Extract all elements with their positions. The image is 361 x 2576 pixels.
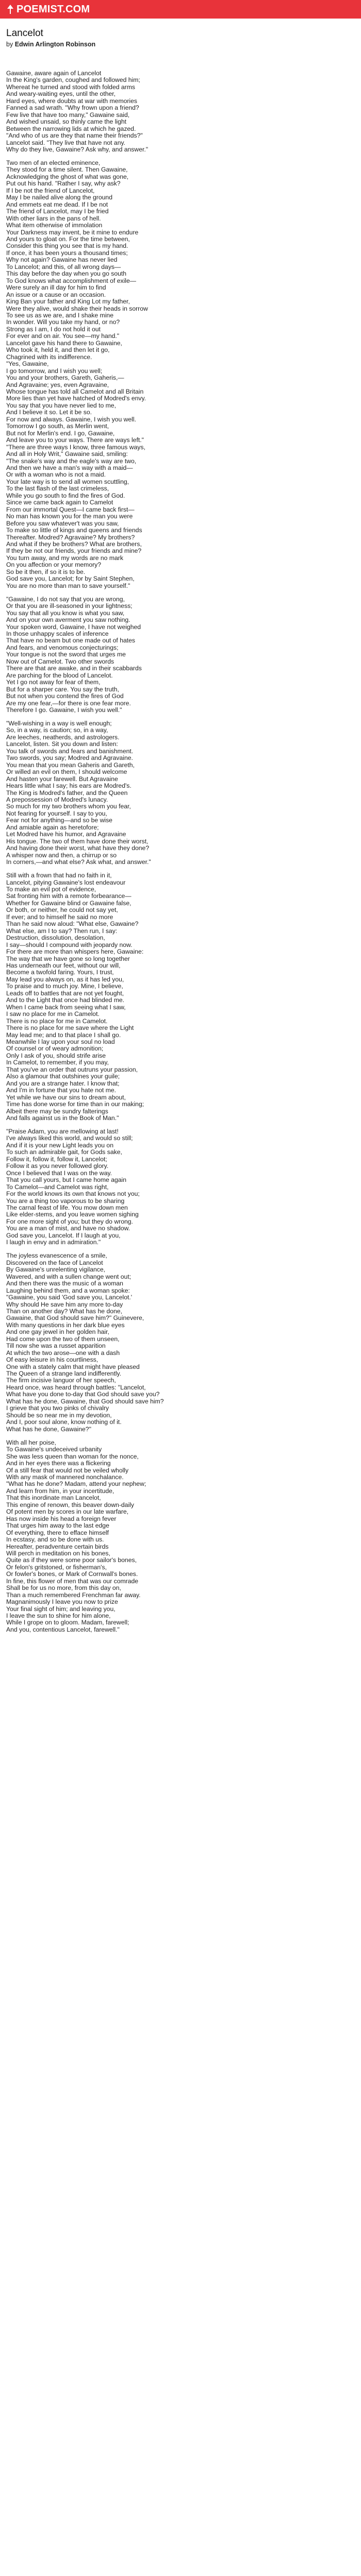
- poem-line: The Queen of a strange land indifferently.: [6, 1370, 122, 1378]
- poem-line: And all in Holy Writ," Gawaine said, smiling:: [6, 450, 128, 458]
- poem-line: Acknowledging the ghost of what was gone,: [6, 173, 129, 180]
- site-logo[interactable]: [7, 4, 90, 15]
- poem-line: And then we have a man's way with a maid—: [6, 464, 133, 471]
- poem-line: Shall be for us no more, from this day on,: [6, 1584, 121, 1592]
- poem-line: Whether for Gawaine blind or Gawaine false,: [6, 899, 132, 907]
- poem-stanza: [6, 70, 326, 153]
- poem-line: Not fearing for yourself. I say to you,: [6, 809, 107, 817]
- poem-line: You talk of swords and fears and banishment.: [6, 747, 134, 755]
- poem-line: So be it then, if so it is to be.: [6, 568, 86, 575]
- poem-line: Why not again? Gawaine has never lied: [6, 256, 118, 264]
- poem-line: Or willed an evil on them, I should welcome: [6, 768, 127, 776]
- poem-line: What have you done to-day that God should save you?: [6, 1391, 160, 1398]
- poem-line: You are a man of mist, and have no shadow.: [6, 1225, 130, 1232]
- poem-line: And if it is your new Light leads you on: [6, 1141, 113, 1149]
- poem-line: To Gawaine's undeceived urbanity: [6, 1446, 102, 1453]
- poem-line: Why do they live, Gawaine? Ask why, and answer.": [6, 145, 149, 153]
- poem-line: "What has he done? Madam, attend your nephew;: [6, 1480, 146, 1488]
- poem-title: Lancelot: [6, 28, 43, 39]
- poem-line: To make an evil pot of evidence,: [6, 886, 96, 893]
- poem-line: Or both, or neither, he could not say yet,: [6, 906, 118, 914]
- poem-line: You turn away, and my words are no mark: [6, 554, 123, 562]
- poem-line: And leave you to your ways. There are ways left.": [6, 436, 144, 444]
- poem-line: To Lancelot; and this, of all wrong days—: [6, 263, 121, 270]
- poem-line: And wished unsaid, so thinly came the light: [6, 118, 127, 126]
- poem-line: "Yes, Gawaine,: [6, 360, 49, 368]
- poem-line: Are my one fear,—for there is one fear more.: [6, 699, 131, 707]
- poem-line: Chagrined with its indifference.: [6, 353, 92, 361]
- poem-stanza: [6, 872, 326, 1122]
- poem-line: To such an admirable gait, for Gods sake,: [6, 1148, 122, 1156]
- poem-line: No man has known you for the man you were: [6, 513, 133, 520]
- poem-body: [6, 70, 326, 1633]
- poem-line: And amiable again as heretofore;: [6, 823, 99, 831]
- poem-line: And you are a strange hater. I know that;: [6, 1079, 120, 1087]
- poem-line: But for a sharper care. You say the truth,: [6, 685, 119, 693]
- poem-line: In corners,—and what else? Ask what, and answer.": [6, 858, 151, 866]
- poem-line: In the King's garden, coughed and followed him;: [6, 76, 140, 84]
- poem-stanza: [6, 720, 326, 866]
- poem-line: The friend of Lancelot, may I be fried: [6, 208, 109, 215]
- poem-line: Thereafter. Modred? Agravaine? My brothers?: [6, 533, 135, 541]
- poem-line: Therefore I go. Gawaine, I wish you well.": [6, 706, 122, 714]
- poem-line: Yet I go not away for fear of them,: [6, 679, 101, 686]
- poem-line: Destruction, dissolution, desolation,: [6, 934, 105, 942]
- poem-line: I've always liked this world, and would so still;: [6, 1134, 133, 1142]
- poem-line: But not for Merlin's end. I go, Gawaine,: [6, 429, 115, 437]
- poem-line: Between the narrowing lids at which he gazed.: [6, 125, 136, 132]
- poem-line: For ever and on air. You see—my hand.": [6, 332, 120, 340]
- poem-line: Of potent men by scores in our late warfare,: [6, 1508, 129, 1516]
- poem-line: "There are three ways I know, three famous ways,: [6, 443, 145, 451]
- poem-line: With all her poise,: [6, 1438, 56, 1446]
- poem-line: Yet while we have our sins to dream about,: [6, 1093, 126, 1101]
- poem-line: In Camelot, to remember, if you may,: [6, 1059, 109, 1066]
- poem-line: Than on another day? What has he done,: [6, 1307, 122, 1315]
- poem-line: To make so little of kings and queens and friends: [6, 527, 142, 534]
- poem-line: "Gawaine, I do not say that you are wrong,: [6, 595, 125, 603]
- poem-line: Whose tongue has told all Camelot and all Britain: [6, 387, 144, 395]
- poem-line: You say that you have never lied to me,: [6, 401, 116, 409]
- poem-line: One with a stately calm that might have pleased: [6, 1363, 140, 1370]
- poem-stanza: [6, 1252, 326, 1433]
- poem-line: With many questions in her dark blue eyes: [6, 1321, 125, 1329]
- poem-line: And I'm in fortune that you hate not me.: [6, 1087, 117, 1094]
- poem-line: That have no beam but one made out of hates: [6, 637, 136, 645]
- poem-line: Only I ask of you, should strife arise: [6, 1052, 106, 1059]
- poem-line: Or fowler's bones, or Mark of Cornwall's bones.: [6, 1570, 138, 1578]
- poem-line: Also a glamour that outshines your guile;: [6, 1073, 120, 1080]
- poem-line: The carnal feast of life. You mow down men: [6, 1204, 128, 1212]
- poem-line: When I came back from seeing what I saw,: [6, 1003, 126, 1011]
- poem-line: In wonder. Will you take my hand, or no?: [6, 318, 120, 326]
- poem-line: By Gawaine's unrelenting vigilance,: [6, 1266, 106, 1274]
- poem-line: You say that all you know is what you saw,: [6, 609, 125, 617]
- poem-line: In those unhappy scales of inference: [6, 630, 109, 637]
- poem-line: And I believe it so. Let it be so.: [6, 409, 92, 416]
- poem-line: What else, am I to say? Then run, I say:: [6, 927, 118, 935]
- poem-line: And what if they be brothers? What are brothers,: [6, 540, 142, 548]
- poem-line: Now out of Camelot. Two other swords: [6, 657, 114, 665]
- poem-line: Like elder-stems, and you leave women sighing: [6, 1211, 139, 1218]
- poem-line: To praise and to much joy. Mine, I believe,: [6, 982, 123, 990]
- quill-icon: [7, 5, 13, 14]
- poem-line: Put out his hand. "Rather I say, why ask?: [6, 180, 121, 188]
- poem-line: If they be not our friends, your friends and mine?: [6, 547, 142, 555]
- poem-line: And hasten your farewell. But Agravaine: [6, 775, 118, 783]
- poem-line: Few live that have too many," Gawaine said,: [6, 111, 130, 118]
- poem-line: This day before the day when you go south: [6, 270, 127, 278]
- poem-line: I saw no place for me in Camelot.: [6, 1010, 100, 1018]
- poem-line: That urges him away to the last edge: [6, 1522, 109, 1530]
- poem-line: Laughing behind them, and a woman spoke:: [6, 1286, 130, 1294]
- poem-line: Hereafter, peradventure certain birds: [6, 1543, 109, 1550]
- poem-line: What item otherwise of immolation: [6, 222, 103, 229]
- poem-line: To Camelot—and Camelot was right,: [6, 1183, 109, 1191]
- poem-line: For now and always. Gawaine, I wish you well.: [6, 415, 136, 423]
- poem-line: Has now inside his head a foreign fever: [6, 1515, 117, 1522]
- poem-line: From our immortal Quest—I came back first—: [6, 505, 135, 513]
- poem-line: Till now she was a russet apparition: [6, 1342, 106, 1350]
- poem-line: And you, contentious Lancelot, farewell.": [6, 1625, 120, 1633]
- poem-line: Become a twofold faring. Yours, I trust,: [6, 969, 114, 976]
- poem-line: I laugh in envy and in admiration.": [6, 1239, 101, 1246]
- poem-line: Your Darkness may invent, be it mine to endure: [6, 228, 139, 236]
- poem-line: The way that we have gone so long together: [6, 955, 130, 962]
- poem-line: Are leeches, neatherds, and astrologers.: [6, 733, 120, 741]
- poem-stanza: [6, 596, 326, 714]
- poem-byline: [6, 40, 326, 48]
- poem-line: If once, it has been yours a thousand times;: [6, 249, 128, 257]
- poem-line: A whisper now and then, a chirrup or so: [6, 851, 117, 859]
- poem-line: I leave the sun to shine for him alone,: [6, 1612, 111, 1620]
- poem-line: And emmets eat me dead. If I be not: [6, 200, 108, 208]
- poem-line: And Agravaine; yes, even Agravaine,: [6, 381, 109, 388]
- poem-line: Two men of an elected eminence,: [6, 159, 101, 167]
- poem-line: While you go south to find the fires of God.: [6, 492, 125, 499]
- poem-line: Lancelot said. "They live that have not any.: [6, 139, 126, 146]
- poem-line: Tomorrow I go south, as Merlin went,: [6, 422, 109, 430]
- poem-line: Strong as I am, I do not hold it out: [6, 325, 101, 333]
- poem-line: And fears, and venomous conjecturings;: [6, 643, 119, 651]
- poem-line: More lies than yet have hatched of Modred's envy.: [6, 395, 146, 402]
- poem-line: May lead you always on, as it has led you,: [6, 975, 124, 983]
- poem-line: Than a much remembered Frenchman far away.: [6, 1591, 141, 1599]
- poem-line: At which the two arose—one with a dash: [6, 1349, 120, 1357]
- poem-line: Hears little what I say; his ears are Modred's.: [6, 782, 132, 790]
- poem-line: Will perch in meditation on his bones,: [6, 1549, 110, 1557]
- poem-line: To see us as we are, and I shake mine: [6, 312, 113, 319]
- poem-line: And in her eyes there was a flickering: [6, 1460, 111, 1467]
- poem-line: She was less queen than woman for the nonce,: [6, 1452, 139, 1460]
- poem-line: With any mask of mannered nonchalance.: [6, 1473, 124, 1481]
- poem-line: The King is Modred's father, and the Queen: [6, 789, 128, 796]
- poem-line: Were surely an ill day for him to find: [6, 284, 106, 292]
- poem-line: Of a still fear that would not be veiled wholly: [6, 1466, 129, 1474]
- poem-line: Follow it as you never followed glory.: [6, 1162, 109, 1170]
- poem-line: And to the Light that once had blinded me.: [6, 996, 125, 1004]
- poem-line: Whereat he turned and stood with folded arms: [6, 83, 135, 91]
- poem-line: While I grope on to gloom. Madam, farewell;: [6, 1619, 129, 1626]
- poem-line: If I be not the friend of Lancelot,: [6, 187, 95, 194]
- poem-line: I say—should I compound with jeopardy now.: [6, 941, 133, 948]
- poem-line: Leads off to battles that are not yet fought,: [6, 989, 124, 997]
- poem-line: May lead me; and to that place I shall go.: [6, 1031, 121, 1039]
- poem-line: Gawaine, aware again of Lancelot: [6, 70, 102, 77]
- poem-line: Your tongue is not the sword that urges me: [6, 651, 126, 658]
- poem-line: I go tomorrow, and I wish you well;: [6, 367, 103, 375]
- poem-line: And then there was the music of a woman: [6, 1280, 123, 1287]
- poem-line: With other liars in the pans of hell.: [6, 214, 101, 222]
- poem-line: A prepossession of Modred's lunacy.: [6, 796, 108, 803]
- poem-line: "Praise Adam, you are mellowing at last!: [6, 1128, 119, 1136]
- poem-article: [6, 28, 326, 1640]
- poem-line: For there are more than whispers here, Gawaine:: [6, 948, 144, 956]
- poem-line: "Gawaine, you said 'God save you, Lancelot.': [6, 1294, 133, 1301]
- poem-line: Still with a frown that had no faith in it,: [6, 872, 112, 879]
- poem-line: That this inordinate man Lancelot,: [6, 1494, 101, 1502]
- poem-line: I grieve that you two pinks of chivalry: [6, 1404, 109, 1412]
- poem-line: That you call yours, but I came home again: [6, 1176, 127, 1184]
- poem-line: May I be nailed alive along the ground: [6, 194, 112, 201]
- poem-line: Your spoken word, Gawaine, I have not weighed: [6, 623, 141, 631]
- poem-line: There are that are awake, and in their scabbards: [6, 665, 142, 672]
- poem-line: For one more sight of you; but they do wrong.: [6, 1217, 133, 1225]
- poem-line: Were they alive, would shake their heads in sorrow: [6, 304, 148, 312]
- poem-line: For the world knows its own that knows not you;: [6, 1190, 140, 1198]
- poem-line: To the last flash of the last crimeless,: [6, 485, 109, 493]
- poem-line: Of easy leisure in his courtliness,: [6, 1356, 99, 1364]
- poem-line: Hard eyes, where doubts at war with memories: [6, 97, 138, 105]
- poem-line: Gawaine, that God should save him?" Guinevere,: [6, 1314, 144, 1322]
- poem-line: Than he said now aloud: "What else, Gawaine?: [6, 920, 139, 928]
- poem-line: Before you saw whatever't was you saw,: [6, 519, 119, 527]
- poem-line: King Ban your father and King Lot my father,: [6, 298, 130, 306]
- poem-line: Are parching for the blood of Lancelot.: [6, 671, 113, 679]
- poem-line: They stood for a time silent. Then Gawaine,: [6, 166, 128, 174]
- poem-line: Who took it, held it, and then let it go,: [6, 346, 110, 354]
- poem-line: Fanned a sad wrath. "Why frown upon a friend?: [6, 104, 139, 112]
- poem-line: God save you, Lancelot; for by Saint Stephen,: [6, 575, 135, 583]
- poem-line: And having done their worst, what have they done?: [6, 844, 150, 852]
- poem-stanza: [6, 160, 326, 589]
- poem-line: Quite as if they were some poor sailor's bones,: [6, 1556, 137, 1564]
- poem-line: Heard once, was heard through battles: "Lancelot,: [6, 1383, 146, 1391]
- poem-line: "And who of us are they that name their friends?": [6, 132, 143, 140]
- poem-line: What has he done, Gawaine, that God should save him?: [6, 1397, 164, 1405]
- poem-line: The joyless evanescence of a smile,: [6, 1252, 107, 1260]
- poem-line: There is no place for me save where the Light: [6, 1024, 134, 1032]
- poem-line: Once I believed that I was on the way.: [6, 1169, 112, 1177]
- site-name: POEMIST.COM: [17, 3, 90, 15]
- poem-line: There is no place for me in Camelot.: [6, 1017, 108, 1025]
- poem-line: Meanwhile I lay upon your soul no load: [6, 1038, 115, 1045]
- poem-line: Or felon's gritstoned, or fisherman's,: [6, 1563, 107, 1571]
- poem-line: "The snake's way and the eagle's way are two,: [6, 457, 137, 465]
- poem-line: Magnanimously I leave you now to prize: [6, 1598, 118, 1606]
- poem-line: Of everything, there to efface himself: [6, 1529, 109, 1536]
- poem-line: An issue or a cause or an occasion.: [6, 291, 106, 298]
- poem-line: Discovered on the face of Lancelot: [6, 1259, 103, 1266]
- poem-line: Lancelot gave his hand there to Gawaine,: [6, 339, 122, 347]
- poem-line: Albeit there may be sundry falterings: [6, 1107, 108, 1115]
- poem-line: Your late way is to send all women scuttling,: [6, 478, 129, 485]
- poem-line: "Well-wishing in a way is well enough;: [6, 720, 112, 727]
- poem-line: Sat fronting him with a remote forbearance—: [6, 892, 132, 900]
- poem-line: Follow it, follow it, follow it, Lancelot;: [6, 1155, 107, 1163]
- poem-line: And learn from him, in your incertitude,: [6, 1487, 114, 1495]
- poem-line: Or with a woman who is not a maid.: [6, 471, 106, 479]
- poem-line: But not when you contend the fires of God: [6, 692, 124, 700]
- top-bar: [0, 0, 361, 19]
- poem-line: His tongue. The two of them have done their worst,: [6, 837, 149, 845]
- poem-line: In ecstasy, and so be done with us.: [6, 1536, 104, 1544]
- author-name[interactable]: Edwin Arlington Robinson: [14, 41, 96, 48]
- poem-stanza: [6, 1128, 326, 1246]
- poem-line: Why should He save him any more to-day: [6, 1300, 123, 1308]
- poem-line: Lancelot, pitying Gawaine's lost endeavour: [6, 878, 126, 886]
- poem-line: In fine, this flower of men that was our comrade: [6, 1577, 139, 1585]
- poem-line: Consider this thing you see that is my hand.: [6, 242, 128, 250]
- poem-line: And weary-waiting eyes, until the other,: [6, 90, 116, 98]
- poem-line: Since we came back again to Camelot: [6, 499, 113, 506]
- poem-line: Fear not for anything—and so be wise: [6, 817, 112, 824]
- poem-line: And on your own averment you saw nothing.: [6, 616, 130, 624]
- poem-line: That you've an order that outruns your passion,: [6, 1065, 138, 1073]
- poem-line: Wavered, and with a sullen change went out;: [6, 1273, 132, 1280]
- poem-line: Should be so near me in my devotion,: [6, 1411, 112, 1419]
- poem-line: Lancelot, listen. Sit you down and listen:: [6, 740, 118, 748]
- poem-line: You mean that you mean Gaheris and Gareth,: [6, 761, 135, 769]
- poem-line: Had come upon the two of them unseen,: [6, 1335, 120, 1343]
- poem-line: You and your brothers, Gareth, Gaheris,—: [6, 374, 124, 382]
- poem-line: And falls against us in the Book of Man.": [6, 1114, 119, 1122]
- poem-line: If ever; and to himself he said no more: [6, 913, 113, 921]
- poem-line: And one gay jewel in her golden hair,: [6, 1328, 109, 1336]
- poem-line: So much for my two brothers whom you fear,: [6, 803, 131, 810]
- poem-line: Two swords, you say; Modred and Agravaine.: [6, 754, 133, 762]
- poem-line: You are no more than man to save yourself.": [6, 582, 130, 589]
- poem-line: Has underneath our feet, without our will,: [6, 962, 121, 970]
- poem-line: Of counsel or of weary admonition;: [6, 1045, 104, 1053]
- poem-line: Your final sight of him; and leaving you,: [6, 1605, 116, 1613]
- poem-line: And yours to gloat on. For the time between,: [6, 235, 130, 243]
- poem-line: What has he done, Gawaine?": [6, 1425, 91, 1433]
- poem-line: God save you, Lancelot. If I laugh at you,: [6, 1231, 121, 1239]
- by-label: by: [6, 41, 13, 48]
- poem-line: So, in a way, is caution; so, in a way,: [6, 726, 108, 734]
- poem-line: Let Modred have his humor, and Agravaine: [6, 831, 126, 838]
- poem-line: You are a thing too vaporous to be sharing: [6, 1197, 125, 1205]
- poem-line: This engine of renown, this beaver down-daily: [6, 1501, 134, 1509]
- poem-line: On you affection or your memory?: [6, 561, 102, 569]
- poem-line: The firm incisive languor of her speech,: [6, 1377, 116, 1384]
- poem-line: And I, poor soul alone, know nothing of it.: [6, 1418, 122, 1426]
- poem-stanza: [6, 1439, 326, 1634]
- poem-line: To God knows what accomplishment of exile—: [6, 277, 136, 284]
- poem-line: Or that you are ill-seasoned in your lightness;: [6, 602, 133, 610]
- poem-line: Time has done worse for time than in our making;: [6, 1100, 144, 1108]
